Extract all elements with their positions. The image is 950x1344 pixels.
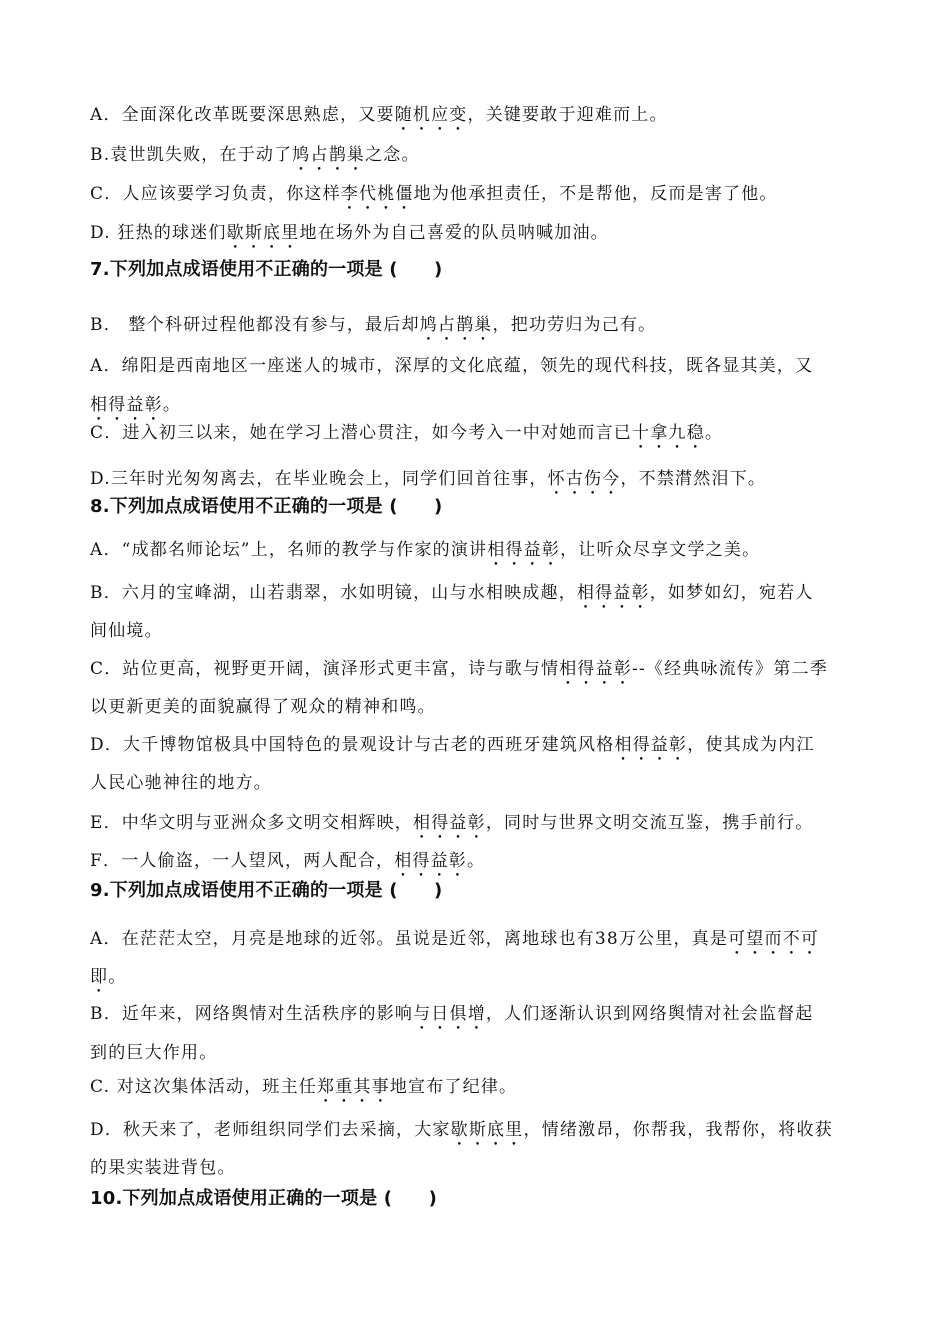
q8-title: 8.下列加点成语使用不正确的一项是 ( ) [90, 496, 443, 517]
q7-option-d: D.三年时光匆匆离去，在毕业晚会上，同学们回首往事，怀古伤今，不禁潸然泪下。 [90, 469, 767, 489]
emphasized-idiom: 与日俱增 [413, 1004, 486, 1024]
emphasized-idiom: 郑重其事 [317, 1077, 390, 1097]
q9-option-a-line2: 即。 [90, 967, 127, 987]
emphasized-idiom: 可望而不可 [728, 929, 820, 949]
emphasized-idiom: 歇斯底里 [226, 223, 300, 243]
q9-option-b-line2: 到的巨大作用。 [90, 1043, 218, 1063]
q7-option-b: B． 整个科研过程他都没有参与，最后却鸠占鹊巢，把功劳归为己有。 [90, 315, 657, 335]
q9-title: 9.下列加点成语使用不正确的一项是 ( ) [90, 880, 443, 901]
q9-option-b-line1: B．近年来，网络舆情对生活秩序的影响与日俱增，人们逐渐认识到网络舆情对社会监督起 [90, 1004, 814, 1024]
q6-option-d: D. 狂热的球迷们歇斯底里地在场外为自己喜爱的队员呐喊加油。 [90, 223, 609, 243]
q9-option-c: C. 对这次集体活动，班主任郑重其事地宣布了纪律。 [90, 1077, 518, 1097]
q8-option-b-line1: B．六月的宝峰湖，山若翡翠，水如明镜，山与水相映成趣，相得益彰，如梦如幻，宛若人 [90, 583, 814, 603]
emphasized-idiom: 相得益彰 [487, 540, 561, 560]
q6-option-c: C．人应该要学习负责，你这样李代桃僵地为他承担责任，不是帮他，反而是害了他。 [90, 184, 778, 204]
q7-title: 7.下列加点成语使用不正确的一项是 ( ) [90, 259, 443, 280]
q6-option-b: B.袁世凯失败，在于动了鸠占鹊巢之念。 [90, 145, 420, 165]
emphasized-idiom: 鸠占鹊巢 [419, 315, 493, 335]
emphasized-idiom: 相得益彰 [559, 659, 633, 679]
emphasized-idiom: 随机应变 [394, 105, 468, 125]
q8-option-c-line2: 以更新更美的面貌赢得了观众的精神和鸣。 [90, 697, 436, 717]
q7-option-a-line2: 相得益彰。 [90, 395, 182, 415]
emphasized-idiom: 歇斯底里 [450, 1120, 524, 1140]
q8-option-c-line1: C．站位更高，视野更开阔，演泽形式更丰富，诗与歌与情相得益彰--《经典咏流传》第二季 [90, 659, 828, 679]
q8-option-f: F．一人偷盗，一人望风，两人配合，相得益彰。 [90, 851, 486, 871]
q9-option-a-line1: A．在茫茫太空，月亮是地球的近邻。虽说是近邻，离地球也有38万公里，真是可望而不可 [90, 929, 820, 949]
emphasized-idiom: 相得益彰 [413, 813, 486, 833]
q9-option-d-line1: D．秋天来了，老师组织同学们去采摘，大家歇斯底里，情绪激昂，你帮我，我帮你，将收获 [90, 1120, 833, 1140]
q8-option-d-line2: 人民心驰神往的地方。 [90, 773, 272, 793]
q8-option-a: A．“成都名师论坛”上，名师的教学与作家的演讲相得益彰，让听众尽享文学之美。 [90, 540, 761, 560]
q10-title: 10.下列加点成语使用正确的一项是 ( ) [90, 1188, 438, 1209]
q8-option-b-line2: 间仙境。 [90, 621, 163, 641]
emphasized-idiom: 相得益彰 [614, 735, 688, 755]
emphasized-idiom: 相得益彰 [394, 851, 468, 871]
emphasized-idiom: 鸠占鹊巢 [292, 145, 366, 165]
q6-option-a: A．全面深化改革既要深思熟虑，又要随机应变，关键要敢于迎难而上。 [90, 105, 668, 125]
q7-option-a-line1: A．绵阳是西南地区一座迷人的城市，深厚的文化底蕴，领先的现代科技，既各显其美，又 [90, 356, 814, 376]
emphasized-idiom: 怀古伤今 [547, 469, 621, 489]
q8-option-d-line1: D．大千博物馆极具中国特色的景观设计与古老的西班牙建筑风格相得益彰，使其成为内江 [90, 735, 815, 755]
emphasized-idiom: 即 [90, 967, 109, 987]
emphasized-idiom: 十拿九稳 [632, 423, 705, 443]
q9-option-d-line2: 的果实装进背包。 [90, 1158, 236, 1178]
emphasized-idiom: 相得益彰 [90, 395, 163, 415]
emphasized-idiom: 李代桃僵 [340, 184, 414, 204]
emphasized-idiom: 相得益彰 [576, 583, 650, 603]
q8-option-e: E．中华文明与亚洲众多文明交相辉映，相得益彰，同时与世界文明交流互鉴，携手前行。 [90, 813, 814, 833]
q7-option-c: C．进入初三以来，她在学习上潜心贯注，如今考入一中对她而言已十拿九稳。 [90, 423, 724, 443]
